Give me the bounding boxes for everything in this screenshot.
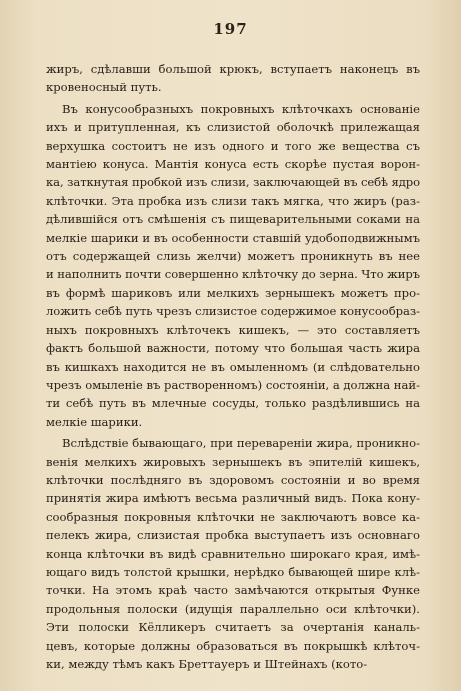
text-line: ти себѣ путь въ млечные сосуды, только раздѣлившись на [46, 396, 420, 411]
text-line: дѣлившійся отъ смѣшенія съ пищеварительными соками на [46, 212, 420, 227]
text-line: клѣточки послѣдняго въ здоровомъ состояніи и во время [46, 472, 420, 487]
text-line: клѣточки. Эта пробка изъ слизи такъ мягка, что жиръ (раз- [46, 193, 420, 208]
text-line: Въ конусообразныхъ покровныхъ клѣточкахъ основаніе [62, 101, 420, 116]
paragraph [46, 434, 420, 673]
text-line: верхушка состоитъ не изъ одного и того же вещества съ [46, 138, 420, 153]
text-line: чрезъ омыленіе въ растворенномъ) состояніи, а должна най- [46, 377, 420, 392]
text-line: мантіею конуса. Мантія конуса есть скорѣе пустая ворон- [46, 157, 420, 172]
text-line: мелкіе шарики. [46, 414, 143, 429]
text-line: жиръ, сдѣлавши большой крюкъ, вступаетъ наконецъ въ [46, 62, 420, 76]
text-line: кровеносный путь. [46, 80, 162, 95]
body-text [46, 60, 420, 676]
text-line: въ формѣ шариковъ или мелкихъ зернышекъ можетъ про- [46, 285, 420, 300]
text-line: и наполнить почти совершенно клѣточку до зерна. Что жиръ [46, 267, 420, 282]
text-line: отъ содержащей слизь желчи) можетъ проникнуть въ нее [46, 249, 420, 264]
text-line: въ кишкахъ находится не въ омыленномъ (и слѣдовательно [46, 359, 420, 374]
text-line: сообразныя покровныя клѣточки не заключаютъ вовсе ка- [46, 509, 420, 524]
text-line: ложить себѣ путь чрезъ слизистое содержимое конусообраз- [46, 304, 420, 319]
text-line: ка, заткнутая пробкой изъ слизи, заключающей въ себѣ ядро [46, 175, 420, 190]
text-line: фактъ большой важности, потому что большая часть жира [46, 341, 420, 356]
text-line: конца клѣточки въ видѣ сравнительно широкаго края, имѣ- [46, 546, 420, 561]
text-line: принятія жира имѣютъ весьма различный видъ. Пока кону- [46, 491, 420, 506]
paragraph [46, 60, 420, 97]
text-line: ющаго видъ толстой крышки, нерѣдко бывающей шире клѣ- [46, 564, 420, 579]
text-line: ныхъ покровныхъ клѣточекъ кишекъ, — это составляетъ [46, 322, 420, 337]
text-line: точки. На этомъ краѣ часто замѣчаются открытыя Функе [46, 583, 420, 598]
text-line: продольныя полоски (идущія параллельно оси клѣточки). [46, 601, 420, 616]
text-line: цевъ, которые должны образоваться въ покрышкѣ клѣточ- [46, 638, 420, 653]
text-line: ихъ и притупленная, къ слизистой оболочкѣ прилежащая [46, 120, 420, 135]
text-line: венія мелкихъ жировыхъ зернышекъ въ эпителій кишекъ, [46, 454, 420, 469]
text-line: ки, между тѣмъ какъ Бреттауеръ и Штейнахъ (кото- [46, 657, 368, 671]
text-line: Вслѣдствіе бывающаго, при перевареніи жира, проникно- [62, 436, 420, 451]
paragraph [46, 100, 420, 431]
text-line: мелкіе шарики и въ особенности ставшій удобоподвижнымъ [46, 230, 420, 245]
text-line: Эти полоски Кёлликеръ считаетъ за очертанія каналь- [46, 620, 420, 635]
text-line: пелекъ жира, слизистая пробка выступаетъ изъ основнаго [46, 528, 420, 543]
page-number: 197 [213, 20, 248, 38]
